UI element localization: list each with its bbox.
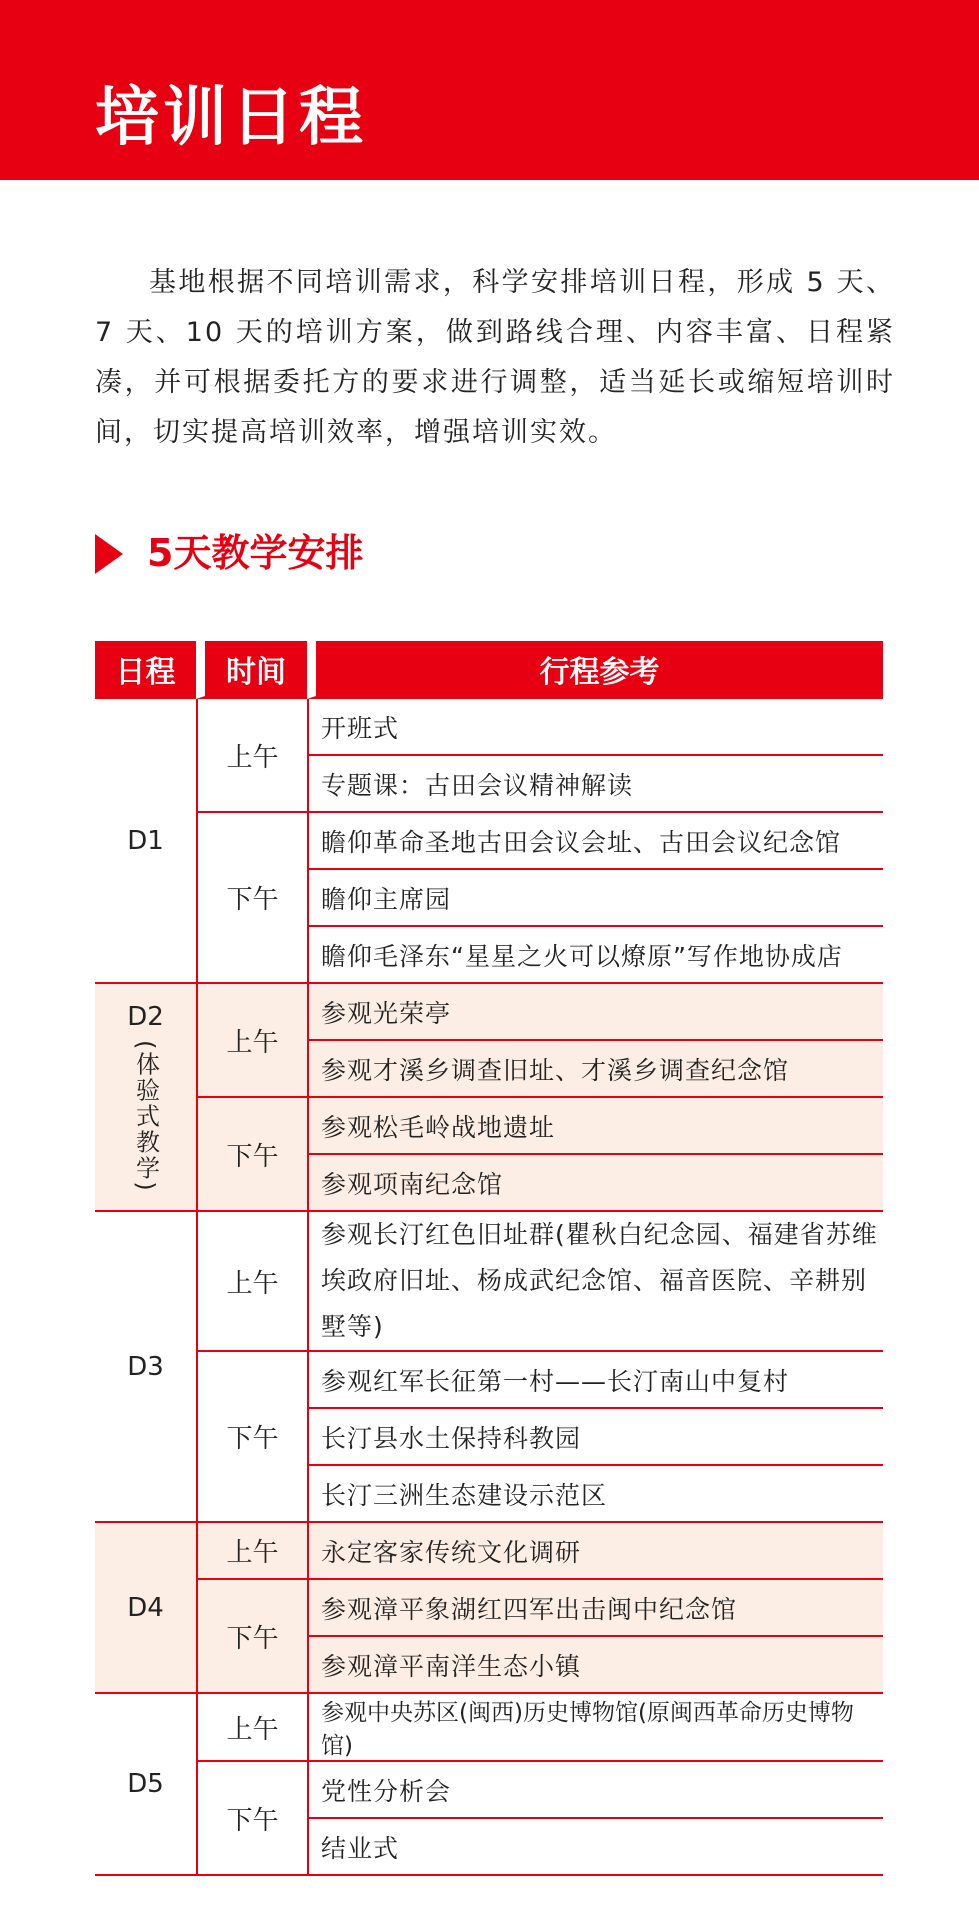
table-row (95, 1694, 883, 1762)
time-label: 上午 (226, 1268, 279, 1299)
day-label: D2 (127, 1001, 164, 1032)
table-row (95, 1098, 883, 1155)
header-banner (0, 0, 979, 180)
day-label: D3 (127, 1351, 164, 1382)
time-label: 下午 (226, 1424, 279, 1454)
time-label: 下午 (226, 1805, 279, 1836)
time-cell (196, 1212, 307, 1352)
table-row (95, 1352, 883, 1409)
activity-cell: 长汀三洲生态建设示范区 (307, 1466, 883, 1523)
schedule-table (95, 641, 883, 1876)
table-row (95, 813, 883, 870)
time-cell (196, 1352, 307, 1523)
triangle-bullet-icon (95, 534, 123, 574)
activity-cell: 瞻仰主席园 (307, 870, 883, 927)
day-label: D5 (127, 1769, 164, 1799)
intro-paragraph: 基地根据不同培训需求，科学安排培训日程，形成 5 天、7 天、10 天的培训方案，做到路线合理、内容丰富、日程紧凑，并可根据委托方的要求进行调整，适当延长或缩短培训时间，切实提高培训效率，增强培训实效。 (95, 267, 895, 448)
day-cell (95, 1523, 196, 1694)
activity-cell: 结业式 (307, 1819, 883, 1876)
day-cell (95, 1212, 196, 1523)
activity-cell: 参观漳平南洋生态小镇 (307, 1637, 883, 1694)
activity-cell: 党性分析会 (307, 1762, 883, 1819)
time-cell (196, 1523, 307, 1580)
day-cell (95, 1694, 196, 1876)
activity-cell: 参观红军长征第一村——长汀南山中复村 (307, 1352, 883, 1409)
day-cell (95, 699, 196, 984)
day-subtitle: (体验式教学) (131, 1039, 160, 1193)
header-day: 日程 (95, 641, 196, 699)
activity-cell: 永定客家传统文化调研 (307, 1523, 883, 1580)
activity-cell: 参观项南纪念馆 (307, 1155, 883, 1212)
time-cell (196, 813, 307, 984)
activity-cell: 长汀县水土保持科教园 (307, 1409, 883, 1466)
table-row (95, 1762, 883, 1819)
table-header-row (95, 641, 883, 699)
time-cell (196, 1098, 307, 1212)
time-label: 下午 (226, 1623, 279, 1654)
time-label: 下午 (226, 885, 279, 915)
time-cell (196, 1694, 307, 1762)
time-label: 上午 (226, 1027, 279, 1058)
activity-cell: 参观光荣亭 (307, 984, 883, 1041)
page-title: 培训日程 (95, 81, 367, 155)
table-row (95, 1212, 883, 1352)
time-label: 下午 (226, 1141, 279, 1172)
day-cell (95, 984, 196, 1212)
activity-cell: 参观长汀红色旧址群(瞿秋白纪念园、福建省苏维埃政府旧址、杨成武纪念馆、福音医院、辛耕别墅等) (307, 1212, 883, 1352)
table-row (95, 1523, 883, 1580)
activity-cell: 专题课：古田会议精神解读 (307, 756, 883, 813)
day-label: D4 (127, 1592, 164, 1623)
header-time: 时间 (196, 641, 307, 699)
time-cell (196, 1580, 307, 1694)
table-row (95, 1580, 883, 1637)
activity-cell: 参观松毛岭战地遗址 (307, 1098, 883, 1155)
activity-cell: 参观漳平象湖红四军出击闽中纪念馆 (307, 1580, 883, 1637)
header-itinerary: 行程参考 (307, 641, 883, 699)
time-label: 上午 (226, 742, 279, 773)
section-title: 5天教学安排 (147, 531, 364, 575)
time-cell (196, 984, 307, 1098)
time-label: 上午 (226, 1714, 279, 1745)
table-row (95, 984, 883, 1041)
time-cell (196, 699, 307, 813)
time-label: 上午 (226, 1538, 279, 1568)
activity-cell: 开班式 (307, 699, 883, 756)
table-row (95, 699, 883, 756)
activity-cell: 参观才溪乡调查旧址、才溪乡调查纪念馆 (307, 1041, 883, 1098)
time-cell (196, 1762, 307, 1876)
day-label: D1 (127, 825, 164, 856)
activity-cell: 瞻仰革命圣地古田会议会址、古田会议纪念馆 (307, 813, 883, 870)
activity-cell: 瞻仰毛泽东“星星之火可以燎原”写作地协成店 (307, 927, 883, 984)
activity-cell: 参观中央苏区(闽西)历史博物馆(原闽西革命历史博物馆) (307, 1694, 883, 1762)
